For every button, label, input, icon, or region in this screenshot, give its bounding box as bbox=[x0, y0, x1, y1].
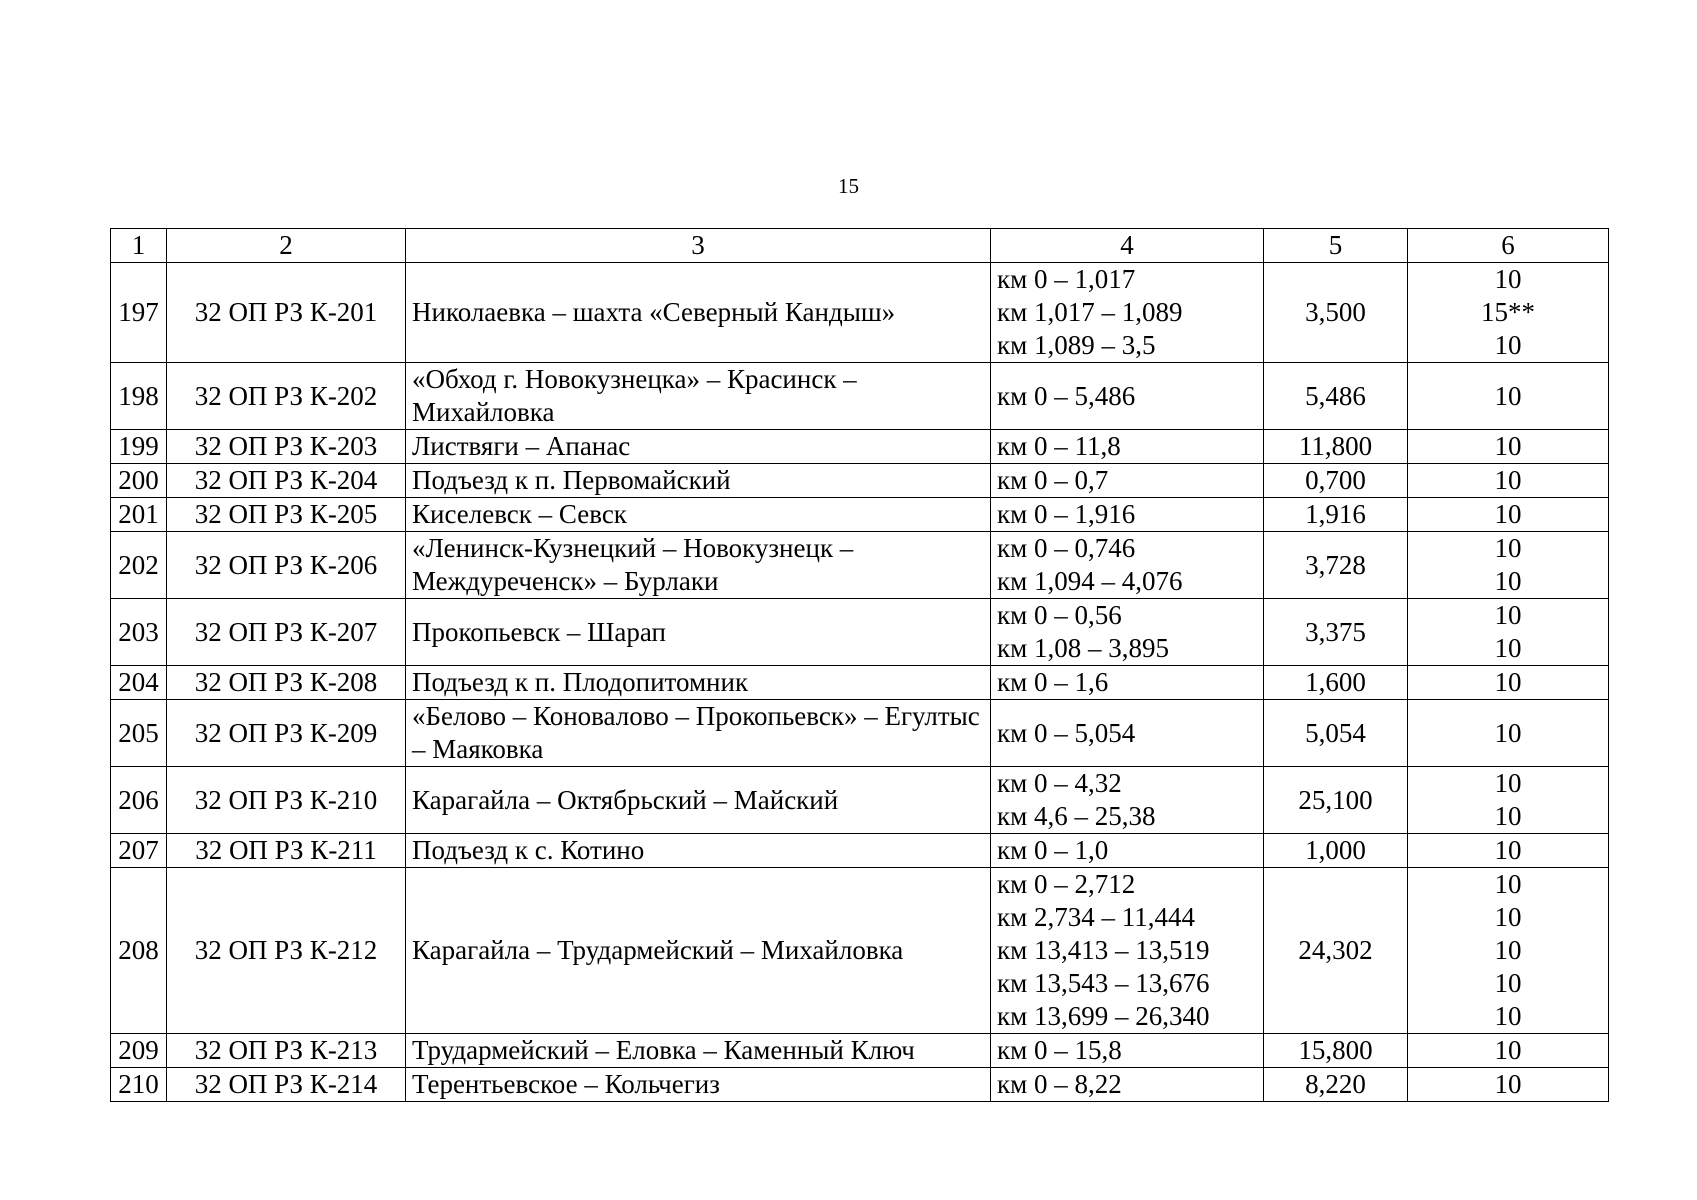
value-cell bbox=[1408, 1034, 1609, 1068]
road-name: Карагайла – Трудармейский – Михайловка bbox=[412, 935, 904, 965]
road-name-cell bbox=[406, 834, 991, 868]
section-value: 10 bbox=[1494, 431, 1522, 461]
road-code: 32 ОП РЗ К-213 bbox=[194, 1035, 378, 1065]
road-code-cell bbox=[167, 263, 406, 363]
road-name: Терентьевское – Кольчегиз bbox=[412, 1069, 720, 1099]
column-header: 6 bbox=[1408, 229, 1609, 263]
sections-cell bbox=[991, 498, 1264, 532]
sections-cell bbox=[991, 767, 1264, 834]
length-cell bbox=[1264, 599, 1408, 666]
sections-cell bbox=[991, 868, 1264, 1034]
road-code-cell bbox=[167, 868, 406, 1034]
sections-cell bbox=[991, 430, 1264, 464]
road-name-cell bbox=[406, 868, 991, 1034]
section-range: км 0 – 0,746 bbox=[997, 533, 1136, 563]
section-value: 10 bbox=[1494, 465, 1522, 495]
column-header: 1 bbox=[111, 229, 167, 263]
road-code: 32 ОП РЗ К-210 bbox=[194, 784, 378, 815]
section-value: 10 bbox=[1494, 264, 1522, 294]
section-range: км 0 – 5,486 bbox=[997, 380, 1136, 411]
road-name: «Обход г. Новокузнецка» – Красинск – Михайловка bbox=[412, 364, 857, 427]
road-name-cell bbox=[406, 1034, 991, 1068]
section-range: км 0 – 11,8 bbox=[997, 431, 1121, 461]
road-code-cell bbox=[167, 767, 406, 834]
road-name-cell bbox=[406, 767, 991, 834]
row-number: 199 bbox=[118, 431, 159, 461]
sections-cell bbox=[991, 464, 1264, 498]
row-number-cell bbox=[111, 1034, 167, 1068]
row-number: 198 bbox=[118, 380, 159, 411]
row-number: 206 bbox=[118, 784, 159, 815]
road-code-cell bbox=[167, 430, 406, 464]
row-number-cell bbox=[111, 868, 167, 1034]
length-cell bbox=[1264, 430, 1408, 464]
row-number-cell bbox=[111, 834, 167, 868]
row-number: 201 bbox=[118, 499, 159, 529]
road-name-cell bbox=[406, 263, 991, 363]
section-value: 10 bbox=[1494, 768, 1522, 798]
table-row bbox=[111, 464, 1609, 498]
row-number: 205 bbox=[118, 717, 159, 748]
table-row bbox=[111, 532, 1609, 599]
road-name-cell bbox=[406, 666, 991, 700]
row-number-cell bbox=[111, 599, 167, 666]
section-range: км 0 – 1,6 bbox=[997, 667, 1109, 697]
road-code-cell bbox=[167, 834, 406, 868]
road-length: 24,302 bbox=[1298, 935, 1373, 965]
road-length: 8,220 bbox=[1305, 1069, 1366, 1099]
sections-cell bbox=[991, 834, 1264, 868]
section-range: км 4,6 – 25,38 bbox=[997, 801, 1156, 831]
section-value: 15** bbox=[1481, 297, 1535, 327]
section-value: 10 bbox=[1494, 330, 1522, 360]
road-code-cell bbox=[167, 464, 406, 498]
road-code-cell bbox=[167, 532, 406, 599]
value-cell bbox=[1408, 666, 1609, 700]
length-cell bbox=[1264, 363, 1408, 430]
road-name: Карагайла – Октябрьский – Майский bbox=[412, 784, 839, 815]
road-code: 32 ОП РЗ К-202 bbox=[194, 380, 378, 411]
sections-cell bbox=[991, 1068, 1264, 1102]
road-code: 32 ОП РЗ К-206 bbox=[194, 549, 378, 580]
sections-cell bbox=[991, 700, 1264, 767]
road-name-cell bbox=[406, 599, 991, 666]
length-cell bbox=[1264, 464, 1408, 498]
road-name-cell bbox=[406, 532, 991, 599]
row-number-cell bbox=[111, 767, 167, 834]
row-number-cell bbox=[111, 532, 167, 599]
section-range: км 1,017 – 1,089 bbox=[997, 297, 1183, 327]
section-range: км 0 – 1,916 bbox=[997, 499, 1136, 529]
value-cell bbox=[1408, 464, 1609, 498]
road-length: 1,916 bbox=[1305, 499, 1366, 529]
column-header: 4 bbox=[991, 229, 1264, 263]
value-cell bbox=[1408, 363, 1609, 430]
value-cell bbox=[1408, 430, 1609, 464]
road-length: 3,375 bbox=[1305, 616, 1366, 647]
section-value: 10 bbox=[1494, 633, 1522, 663]
row-number: 210 bbox=[118, 1069, 159, 1099]
row-number-cell bbox=[111, 1068, 167, 1102]
column-header: 2 bbox=[167, 229, 406, 263]
table-row bbox=[111, 363, 1609, 430]
section-value: 10 bbox=[1494, 1035, 1522, 1065]
sections-cell bbox=[991, 263, 1264, 363]
row-number: 203 bbox=[118, 616, 159, 647]
length-cell bbox=[1264, 263, 1408, 363]
table-row bbox=[111, 1068, 1609, 1102]
sections-cell bbox=[991, 1034, 1264, 1068]
value-cell bbox=[1408, 868, 1609, 1034]
table-row bbox=[111, 666, 1609, 700]
section-value: 10 bbox=[1494, 1001, 1522, 1031]
road-name-cell bbox=[406, 363, 991, 430]
road-code: 32 ОП РЗ К-214 bbox=[194, 1069, 378, 1099]
row-number-cell bbox=[111, 666, 167, 700]
road-name: «Ленинск-Кузнецкий – Новокузнецк – Междуреченск» – Бурлаки bbox=[412, 533, 854, 596]
section-value: 10 bbox=[1494, 801, 1522, 831]
row-number: 209 bbox=[118, 1035, 159, 1065]
section-range: км 0 – 2,712 bbox=[997, 869, 1136, 899]
road-length: 15,800 bbox=[1298, 1035, 1373, 1065]
table-row bbox=[111, 834, 1609, 868]
table-row bbox=[111, 700, 1609, 767]
section-range: км 0 – 5,054 bbox=[997, 717, 1136, 748]
road-name: «Белово – Коновалово – Прокопьевск» – Егултыс – Маяковка bbox=[412, 701, 980, 764]
page-number: 15 bbox=[838, 174, 859, 198]
row-number: 200 bbox=[118, 465, 159, 495]
road-name: Киселевск – Севск bbox=[412, 499, 627, 529]
value-cell bbox=[1408, 834, 1609, 868]
section-value: 10 bbox=[1494, 600, 1522, 630]
section-range: км 0 – 1,017 bbox=[997, 264, 1136, 294]
road-length: 11,800 bbox=[1298, 431, 1373, 461]
section-value: 10 bbox=[1494, 835, 1522, 865]
road-length: 25,100 bbox=[1298, 784, 1373, 815]
road-code-cell bbox=[167, 599, 406, 666]
road-name: Подъезд к с. Котино bbox=[412, 835, 645, 865]
sections-cell bbox=[991, 532, 1264, 599]
row-number-cell bbox=[111, 430, 167, 464]
section-range: км 13,699 – 26,340 bbox=[997, 1001, 1210, 1031]
section-range: км 1,089 – 3,5 bbox=[997, 330, 1156, 360]
sections-cell bbox=[991, 599, 1264, 666]
column-header: 3 bbox=[406, 229, 991, 263]
section-range: км 0 – 0,56 bbox=[997, 600, 1122, 630]
table-header-row bbox=[111, 229, 1609, 263]
road-name: Прокопьевск – Шарап bbox=[412, 616, 666, 647]
table-row bbox=[111, 868, 1609, 1034]
road-code: 32 ОП РЗ К-204 bbox=[194, 465, 378, 495]
road-code: 32 ОП РЗ К-205 bbox=[194, 499, 378, 529]
row-number: 202 bbox=[118, 549, 159, 580]
road-code-cell bbox=[167, 1068, 406, 1102]
road-name: Листвяги – Апанас bbox=[412, 431, 631, 461]
road-name: Николаевка – шахта «Северный Кандыш» bbox=[412, 297, 896, 327]
section-value: 10 bbox=[1494, 935, 1522, 965]
length-cell bbox=[1264, 767, 1408, 834]
row-number: 207 bbox=[118, 835, 159, 865]
road-name: Подъезд к п. Первомайский bbox=[412, 465, 731, 495]
road-code: 32 ОП РЗ К-211 bbox=[195, 835, 377, 865]
column-header: 5 bbox=[1264, 229, 1408, 263]
road-code-cell bbox=[167, 666, 406, 700]
road-code: 32 ОП РЗ К-212 bbox=[194, 935, 378, 965]
length-cell bbox=[1264, 532, 1408, 599]
value-cell bbox=[1408, 1068, 1609, 1102]
section-range: км 13,543 – 13,676 bbox=[997, 968, 1210, 998]
section-value: 10 bbox=[1494, 717, 1522, 748]
road-code-cell bbox=[167, 363, 406, 430]
section-range: км 1,08 – 3,895 bbox=[997, 633, 1169, 663]
table-row bbox=[111, 767, 1609, 834]
section-range: км 0 – 15,8 bbox=[997, 1035, 1122, 1065]
road-length: 5,054 bbox=[1305, 717, 1366, 748]
sections-cell bbox=[991, 666, 1264, 700]
table-row bbox=[111, 498, 1609, 532]
road-name: Трудармейский – Еловка – Каменный Ключ bbox=[412, 1035, 915, 1065]
section-range: км 0 – 1,0 bbox=[997, 835, 1109, 865]
table-row bbox=[111, 599, 1609, 666]
road-name-cell bbox=[406, 430, 991, 464]
value-cell bbox=[1408, 263, 1609, 363]
row-number-cell bbox=[111, 363, 167, 430]
section-range: км 13,413 – 13,519 bbox=[997, 935, 1210, 965]
road-name-cell bbox=[406, 464, 991, 498]
section-range: км 0 – 0,7 bbox=[997, 465, 1109, 495]
road-code-cell bbox=[167, 498, 406, 532]
length-cell bbox=[1264, 1034, 1408, 1068]
length-cell bbox=[1264, 498, 1408, 532]
road-length: 5,486 bbox=[1305, 380, 1366, 411]
table-row bbox=[111, 430, 1609, 464]
road-code: 32 ОП РЗ К-203 bbox=[194, 431, 378, 461]
section-value: 10 bbox=[1494, 380, 1522, 411]
road-length: 1,000 bbox=[1305, 835, 1366, 865]
section-value: 10 bbox=[1494, 1069, 1522, 1099]
road-length: 3,500 bbox=[1305, 297, 1366, 327]
length-cell bbox=[1264, 700, 1408, 767]
section-value: 10 bbox=[1494, 533, 1522, 563]
roads-table bbox=[110, 228, 1609, 1102]
value-cell bbox=[1408, 700, 1609, 767]
road-length: 0,700 bbox=[1305, 465, 1366, 495]
road-code: 32 ОП РЗ К-207 bbox=[194, 616, 378, 647]
road-code: 32 ОП РЗ К-209 bbox=[194, 717, 378, 748]
value-cell bbox=[1408, 599, 1609, 666]
row-number-cell bbox=[111, 700, 167, 767]
section-value: 10 bbox=[1494, 566, 1522, 596]
section-range: км 2,734 – 11,444 bbox=[997, 902, 1195, 932]
section-value: 10 bbox=[1494, 902, 1522, 932]
value-cell bbox=[1408, 767, 1609, 834]
section-range: км 0 – 4,32 bbox=[997, 768, 1122, 798]
section-value: 10 bbox=[1494, 968, 1522, 998]
length-cell bbox=[1264, 834, 1408, 868]
road-code: 32 ОП РЗ К-208 bbox=[194, 667, 378, 697]
table-row bbox=[111, 1034, 1609, 1068]
section-range: км 0 – 8,22 bbox=[997, 1069, 1122, 1099]
road-length: 3,728 bbox=[1305, 549, 1366, 580]
road-code: 32 ОП РЗ К-201 bbox=[194, 297, 378, 327]
road-name: Подъезд к п. Плодопитомник bbox=[412, 667, 749, 697]
road-name-cell bbox=[406, 1068, 991, 1102]
row-number: 197 bbox=[118, 297, 159, 327]
row-number: 204 bbox=[118, 667, 159, 697]
road-name-cell bbox=[406, 700, 991, 767]
section-value: 10 bbox=[1494, 869, 1522, 899]
road-name-cell bbox=[406, 498, 991, 532]
value-cell bbox=[1408, 532, 1609, 599]
section-range: км 1,094 – 4,076 bbox=[997, 566, 1183, 596]
length-cell bbox=[1264, 868, 1408, 1034]
road-length: 1,600 bbox=[1305, 667, 1366, 697]
row-number-cell bbox=[111, 464, 167, 498]
row-number: 208 bbox=[118, 935, 159, 965]
value-cell bbox=[1408, 498, 1609, 532]
table-row bbox=[111, 263, 1609, 363]
section-value: 10 bbox=[1494, 667, 1522, 697]
road-code-cell bbox=[167, 700, 406, 767]
section-value: 10 bbox=[1494, 499, 1522, 529]
road-code-cell bbox=[167, 1034, 406, 1068]
row-number-cell bbox=[111, 263, 167, 363]
sections-cell bbox=[991, 363, 1264, 430]
length-cell bbox=[1264, 1068, 1408, 1102]
row-number-cell bbox=[111, 498, 167, 532]
length-cell bbox=[1264, 666, 1408, 700]
